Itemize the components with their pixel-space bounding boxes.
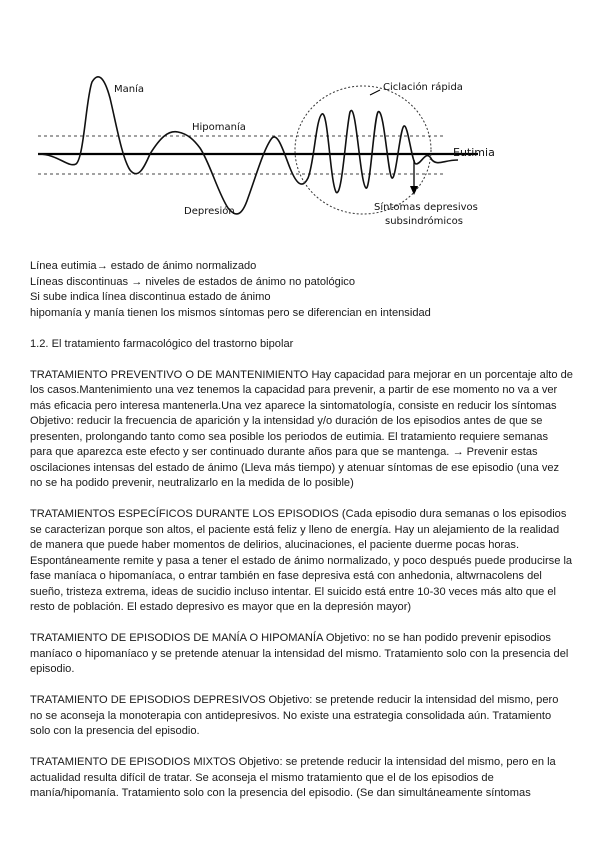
label-ciclacion-rapida: Ciclación rápida	[383, 82, 463, 93]
ciclacion-pointer	[370, 90, 380, 95]
label-sintomas-line1: Síntomas depresivos	[374, 202, 478, 213]
text-line: actualidad resulta difícil de tratar. Se aconseja el mismo tratamiento que el de los episodios de	[30, 771, 494, 784]
paragraph-mania	[30, 631, 578, 678]
text-line: para que aparezca este efecto y ser continuado durante años para que se mantenga. → Prevenir estas	[30, 446, 538, 458]
legend-line: Línea eutimia→ estado de ánimo normalizado	[30, 260, 257, 272]
text-line: TRATAMIENTO PREVENTIVO O DE MANTENIMIENTO Hay capacidad para mejorar en un porcentaje alto de	[30, 368, 573, 381]
legend-line: hipomanía y manía tienen los mismos síntomas pero se diferencian en intensidad	[30, 306, 431, 319]
document-body	[30, 259, 578, 802]
text-line: Objetivo: reducir la frecuencia de aparición y la intensidad y/o duración de los episodios antes de que se	[30, 415, 543, 427]
text-line: TRATAMIENTO DE EPISODIOS DEPRESIVOS Objetivo: se pretende reducir la intensidad del mismo, pero	[30, 694, 559, 706]
label-depresion: Depresión	[184, 206, 235, 217]
paragraph-mixtos	[30, 755, 578, 802]
paragraph-depresivos	[30, 693, 578, 740]
label-eutimia: Eutimia	[453, 146, 495, 159]
text-line: TRATAMIENTO DE EPISODIOS MIXTOS Objetivo: se pretende reducir la intensidad del mismo, pero en la	[30, 756, 556, 768]
paragraph-especificos	[30, 507, 578, 616]
text-line: no se ha podido prevenir, neutralizarlo en la medida de lo posible)	[30, 477, 354, 489]
text-line: maníaco o hipomaníaco y se pretende atenuar la intensidad del mismo. Tratamiento solo con la presencia del	[30, 647, 569, 660]
subsyndromal-arrow-head	[410, 186, 418, 195]
text-line: más eficacia pero interesa mantenerla.Una vez aparece la sintomatología, consiste en reducir los síntomas	[30, 399, 557, 412]
label-sintomas-line2: subsindrómicos	[385, 216, 463, 227]
section-title: 1.2. El tratamiento farmacológico del trastorno bipolar	[30, 337, 294, 350]
paragraph-preventivo	[30, 368, 578, 492]
text-line: episodio.	[30, 663, 75, 675]
text-line: Espontáneamente remite y pasa a tener el estado de ánimo normalizado, y poco después puede producirse la	[30, 554, 573, 567]
text-line: los casos.Mantenimiento una vez tenemos la capacidad para prevenir, a partir de ese momento no va a ver	[30, 384, 558, 396]
mood-curve	[38, 77, 458, 214]
label-mania: Manía	[114, 84, 144, 95]
text-line: no se aconseja la monoterapia con antidepresivos. No existe una estrategia consolidada aún. Tratamiento	[30, 709, 552, 722]
legend-line: Líneas discontinuas → niveles de estados de ánimo no patológico	[30, 275, 356, 288]
text-line: oscilaciones intensas del estado de ánimo (Lleva más tiempo) y atenuar síntomas de ese episodio (una vez	[30, 461, 560, 474]
text-line: manía/hipomanía. Tratamiento solo con la presencia del episodio. (Se dan simultáneamente síntomas	[30, 787, 531, 799]
label-hipomania: Hipomanía	[192, 122, 246, 133]
text-line: fase maníaca o hipomaníaca, o entrar también en fase depresiva está con anhedonia, altwrnacolens del	[30, 570, 542, 582]
text-line: presenten, prolongando tanto como sea posible los periodos de eutimia. El tratamiento requiere semanas	[30, 430, 549, 443]
text-line: resto de población. El estado depresivo es mayor que en la depresión mayor)	[30, 601, 412, 613]
legend-line: Si sube indica línea discontinua estado de ánimo	[30, 291, 271, 303]
text-line: TRATAMIENTO DE EPISODIOS DE MANÍA O HIPOMANÍA Objetivo: no se han podido prevenir episodios	[30, 632, 551, 644]
text-line: se caracterizan porque son altos, el paciente está feliz y lleno de energía. Hay un alejamiento de la realidad	[30, 523, 560, 536]
text-line: TRATAMIENTOS ESPECÍFICOS DURANTE LOS EPISODIOS (Cada episodio dura semanas o los episodios	[30, 508, 567, 520]
text-line: solo con la presencia del episodio.	[30, 725, 200, 737]
text-line: de manera que puede haber momentos de delirios, alucinaciones, el paciente duerme pocas horas.	[30, 539, 520, 551]
mood-chart-figure	[28, 68, 498, 243]
text-line: sueño, tristeza extrema, ideas de sucidio incluso intentar. El suicido está entre 10-30 veces más alto que el	[30, 585, 557, 598]
